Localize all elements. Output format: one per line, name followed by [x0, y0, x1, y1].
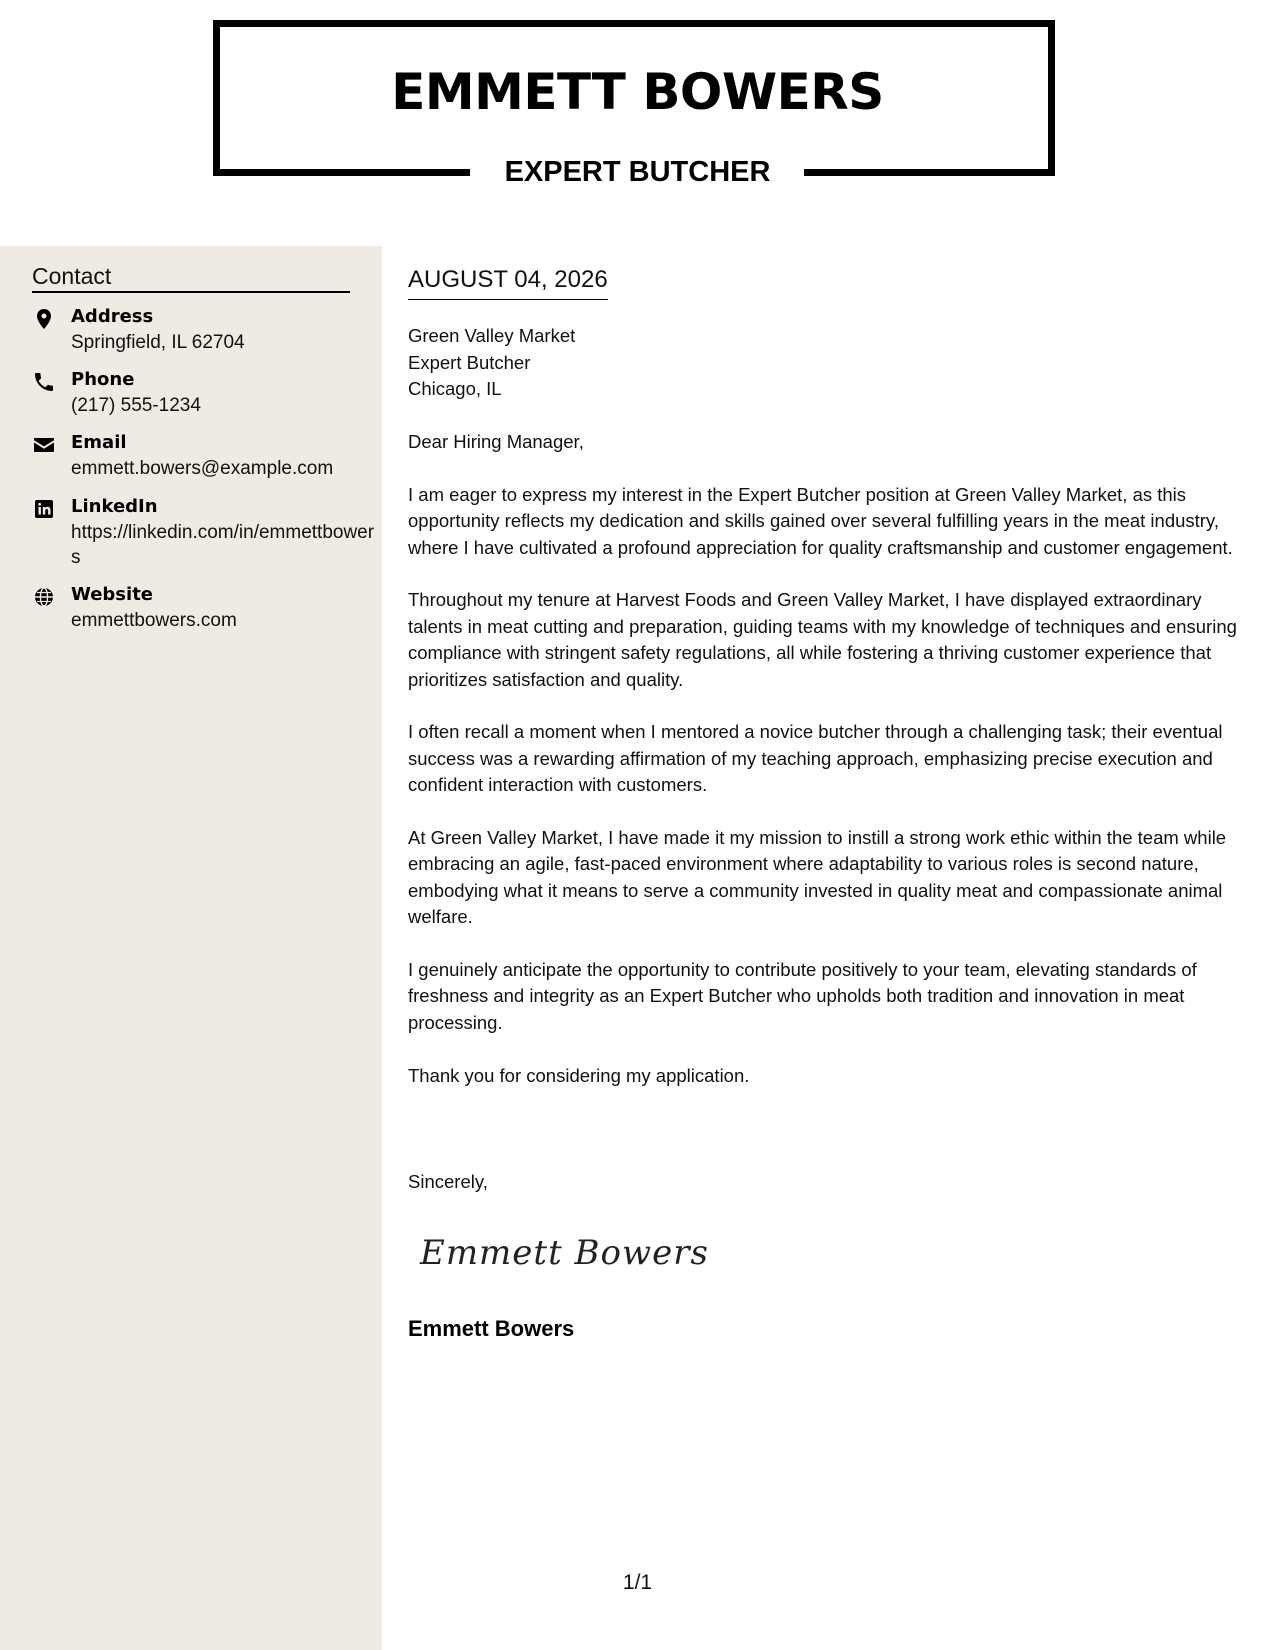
contact-value-linkedin[interactable]: https://linkedin.com/in/emmettbowers — [71, 522, 375, 568]
contact-sidebar — [0, 246, 382, 1650]
paragraph-3: I often recall a moment when I mentored a novice butcher through a challenging task; their eventual success was a rewarding affirmation of my teaching approach, emphasizing precise execution and confident interaction with customers. — [408, 721, 1223, 796]
paragraph-4: At Green Valley Market, I have made it my mission to instill a strong work ethic within the team while embracing an agile, fast-paced environment where adaptability to various roles is second nature, embodying what it means to serve a community invested in quality meat and compassionate animal welfare. — [408, 827, 1227, 928]
closing-line: Sincerely, — [408, 1171, 488, 1192]
recipient-location: Chicago, IL — [408, 378, 502, 399]
paragraph-2: Throughout my tenure at Harvest Foods and Green Valley Market, I have displayed extraordinary talents in meat cutting and preparation, guiding teams with my knowledge of techniques and ensuring compliance with stringent safety regulations, all while fostering a thriving customer experience that prioritizes satisfaction and quality. — [408, 589, 1237, 690]
letter-content — [408, 429, 1248, 1115]
envelope-icon — [32, 433, 56, 457]
signer-name: Emmett Bowers — [408, 1316, 575, 1341]
map-pin-icon — [32, 307, 56, 331]
contact-label-address: Address — [71, 306, 154, 327]
salutation: Dear Hiring Manager, — [408, 431, 584, 452]
globe-icon — [32, 585, 56, 609]
thanks-line: Thank you for considering my application. — [408, 1064, 750, 1086]
contact-heading: Contact — [32, 263, 112, 289]
contact-label-email: Email — [71, 432, 127, 453]
paragraph-1: I am eager to express my interest in the Expert Butcher position at Green Valley Market, as this opportunity reflects my dedication and skills gained over several fulfilling years in the meat industry, where I have cultivated a profound appreciation for quality craftsmanship and customer engagement. — [408, 483, 1233, 558]
recipient-block — [408, 323, 575, 403]
phone-icon — [32, 370, 56, 394]
letter-header — [0, 0, 1275, 246]
applicant-role: EXPERT BUTCHER — [504, 156, 771, 188]
letter-date: AUGUST 04, 2026 — [408, 265, 608, 300]
contact-label-linkedin: LinkedIn — [71, 496, 158, 517]
contact-heading-rule — [32, 291, 350, 293]
page-number: 1/1 — [622, 1571, 653, 1594]
contact-value-address: Springfield, IL 62704 — [71, 332, 245, 353]
contact-label-website: Website — [71, 584, 154, 605]
contact-label-phone: Phone — [71, 369, 135, 390]
contact-value-email[interactable]: emmett.bowers@example.com — [71, 458, 334, 479]
signature-text: Emmett Bowers — [420, 1233, 709, 1273]
handwritten-signature — [418, 1222, 709, 1282]
recipient-position: Expert Butcher — [408, 351, 531, 373]
contact-value-phone: (217) 555-1234 — [71, 395, 201, 416]
applicant-name: EMMETT BOWERS — [391, 63, 884, 121]
recipient-company: Green Valley Market — [408, 325, 576, 346]
linkedin-icon — [32, 497, 56, 521]
paragraph-5: I genuinely anticipate the opportunity to contribute positively to your team, elevating standards of freshness and integrity as an Expert Butcher who upholds both tradition and innovation in meat processing. — [408, 959, 1197, 1033]
contact-value-website[interactable]: emmettbowers.com — [71, 610, 237, 631]
